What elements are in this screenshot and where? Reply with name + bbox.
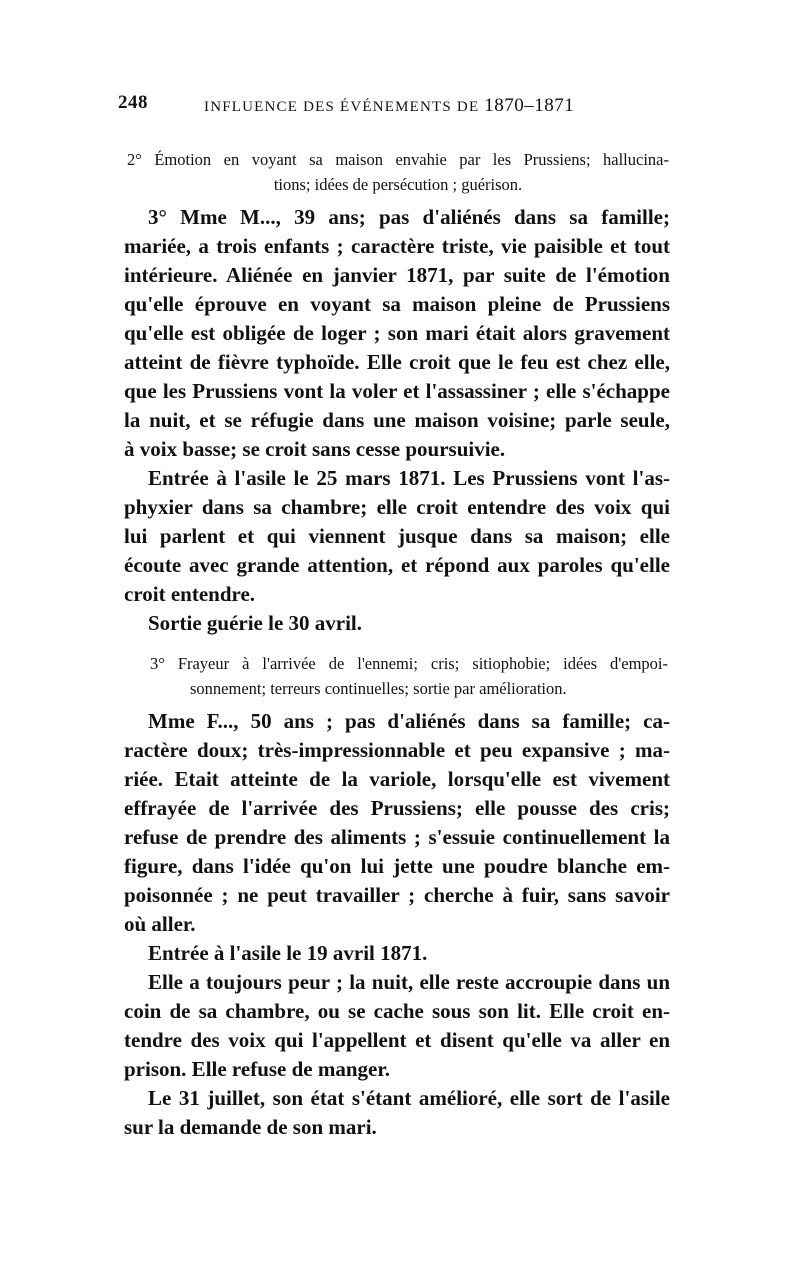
text-line: Le 31 juillet, son état s'étant amélioré, elle sort de l'asile [148,1086,670,1110]
text-line: effrayée de l'arrivée des Prussiens; elle pousse des cris; [124,796,670,820]
text-line: atteint de fièvre typhoïde. Elle croit que le feu est chez elle, [124,350,670,374]
case-3-body [124,707,670,1142]
text-line: Mme F..., 50 ans ; pas d'aliénés dans sa famille; ca- [148,709,670,733]
summary-line: 3° Frayeur à l'arrivée de l'ennemi; cris; sitiophobie; idées d'empoi- [150,654,668,673]
text-line: où aller. [124,912,196,936]
text-line: à voix basse; se croit sans cesse poursuivie. [124,437,506,461]
running-title-text: INFLUENCE DES ÉVÉNEMENTS DE [204,99,485,115]
running-head [118,92,678,116]
summary-line: 2° Émotion en voyant sa maison envahie par les Prussiens; hallucina- [127,150,669,169]
text-line: Entrée à l'asile le 19 avril 1871. [148,941,428,965]
text-line: écoute avec grande attention, et répond aux paroles qu'elle [124,553,670,577]
case-3-summary [150,651,668,701]
text-line: figure, dans l'idée qu'on lui jette une poudre blanche em- [124,854,670,878]
text-line: Sortie guérie le 30 avril. [148,611,363,635]
case-2-summary [127,147,669,197]
summary-line: sonnement; terreurs continuelles; sortie par amélioration. [190,679,567,698]
text-line: riée. Etait atteinte de la variole, lorsqu'elle est vivement [124,767,670,791]
text-line: ractère doux; très-impressionnable et peu expansive ; ma- [124,738,670,762]
text-line: coin de sa chambre, ou se cache sous son lit. Elle croit en- [124,999,670,1023]
text-line: intérieure. Aliénée en janvier 1871, par suite de l'émotion [124,263,670,287]
case-2-body [124,203,670,638]
text-line: qu'elle éprouve en voyant sa maison pleine de Prussiens [124,292,670,316]
running-title [204,95,574,117]
text-line: 3° Mme M..., 39 ans; pas d'aliénés dans sa famille; [148,205,670,229]
text-line: lui parlent et qui viennent jusque dans sa maison; elle [124,524,670,548]
text-line: tendre des voix qui l'appellent et disent qu'elle va aller en [124,1028,670,1052]
running-title-years: 1870–1871 [484,95,575,116]
text-line: mariée, a trois enfants ; caractère triste, vie paisible et tout [124,234,670,258]
text-line: Elle a toujours peur ; la nuit, elle reste accroupie dans un [148,970,670,994]
text-line: croit entendre. [124,582,256,606]
text-line: poisonnée ; ne peut travailler ; cherche à fuir, sans savoir [124,883,670,907]
text-line: prison. Elle refuse de manger. [124,1057,390,1081]
text-line: refuse de prendre des aliments ; s'essuie continuellement la [124,825,670,849]
text-line: phyxier dans sa chambre; elle croit entendre des voix qui [124,495,670,519]
text-line: Entrée à l'asile le 25 mars 1871. Les Prussiens vont l'as- [148,466,670,490]
text-line: sur la demande de son mari. [124,1115,377,1139]
text-line: que les Prussiens vont la voler et l'assassiner ; elle s'échappe [124,379,670,403]
text-line: la nuit, et se réfugie dans une maison voisine; parle seule, [124,408,670,432]
page-number: 248 [118,92,148,113]
summary-line: tions; idées de persécution ; guérison. [273,175,523,194]
text-line: qu'elle est obligée de loger ; son mari était alors gravement [124,321,670,345]
